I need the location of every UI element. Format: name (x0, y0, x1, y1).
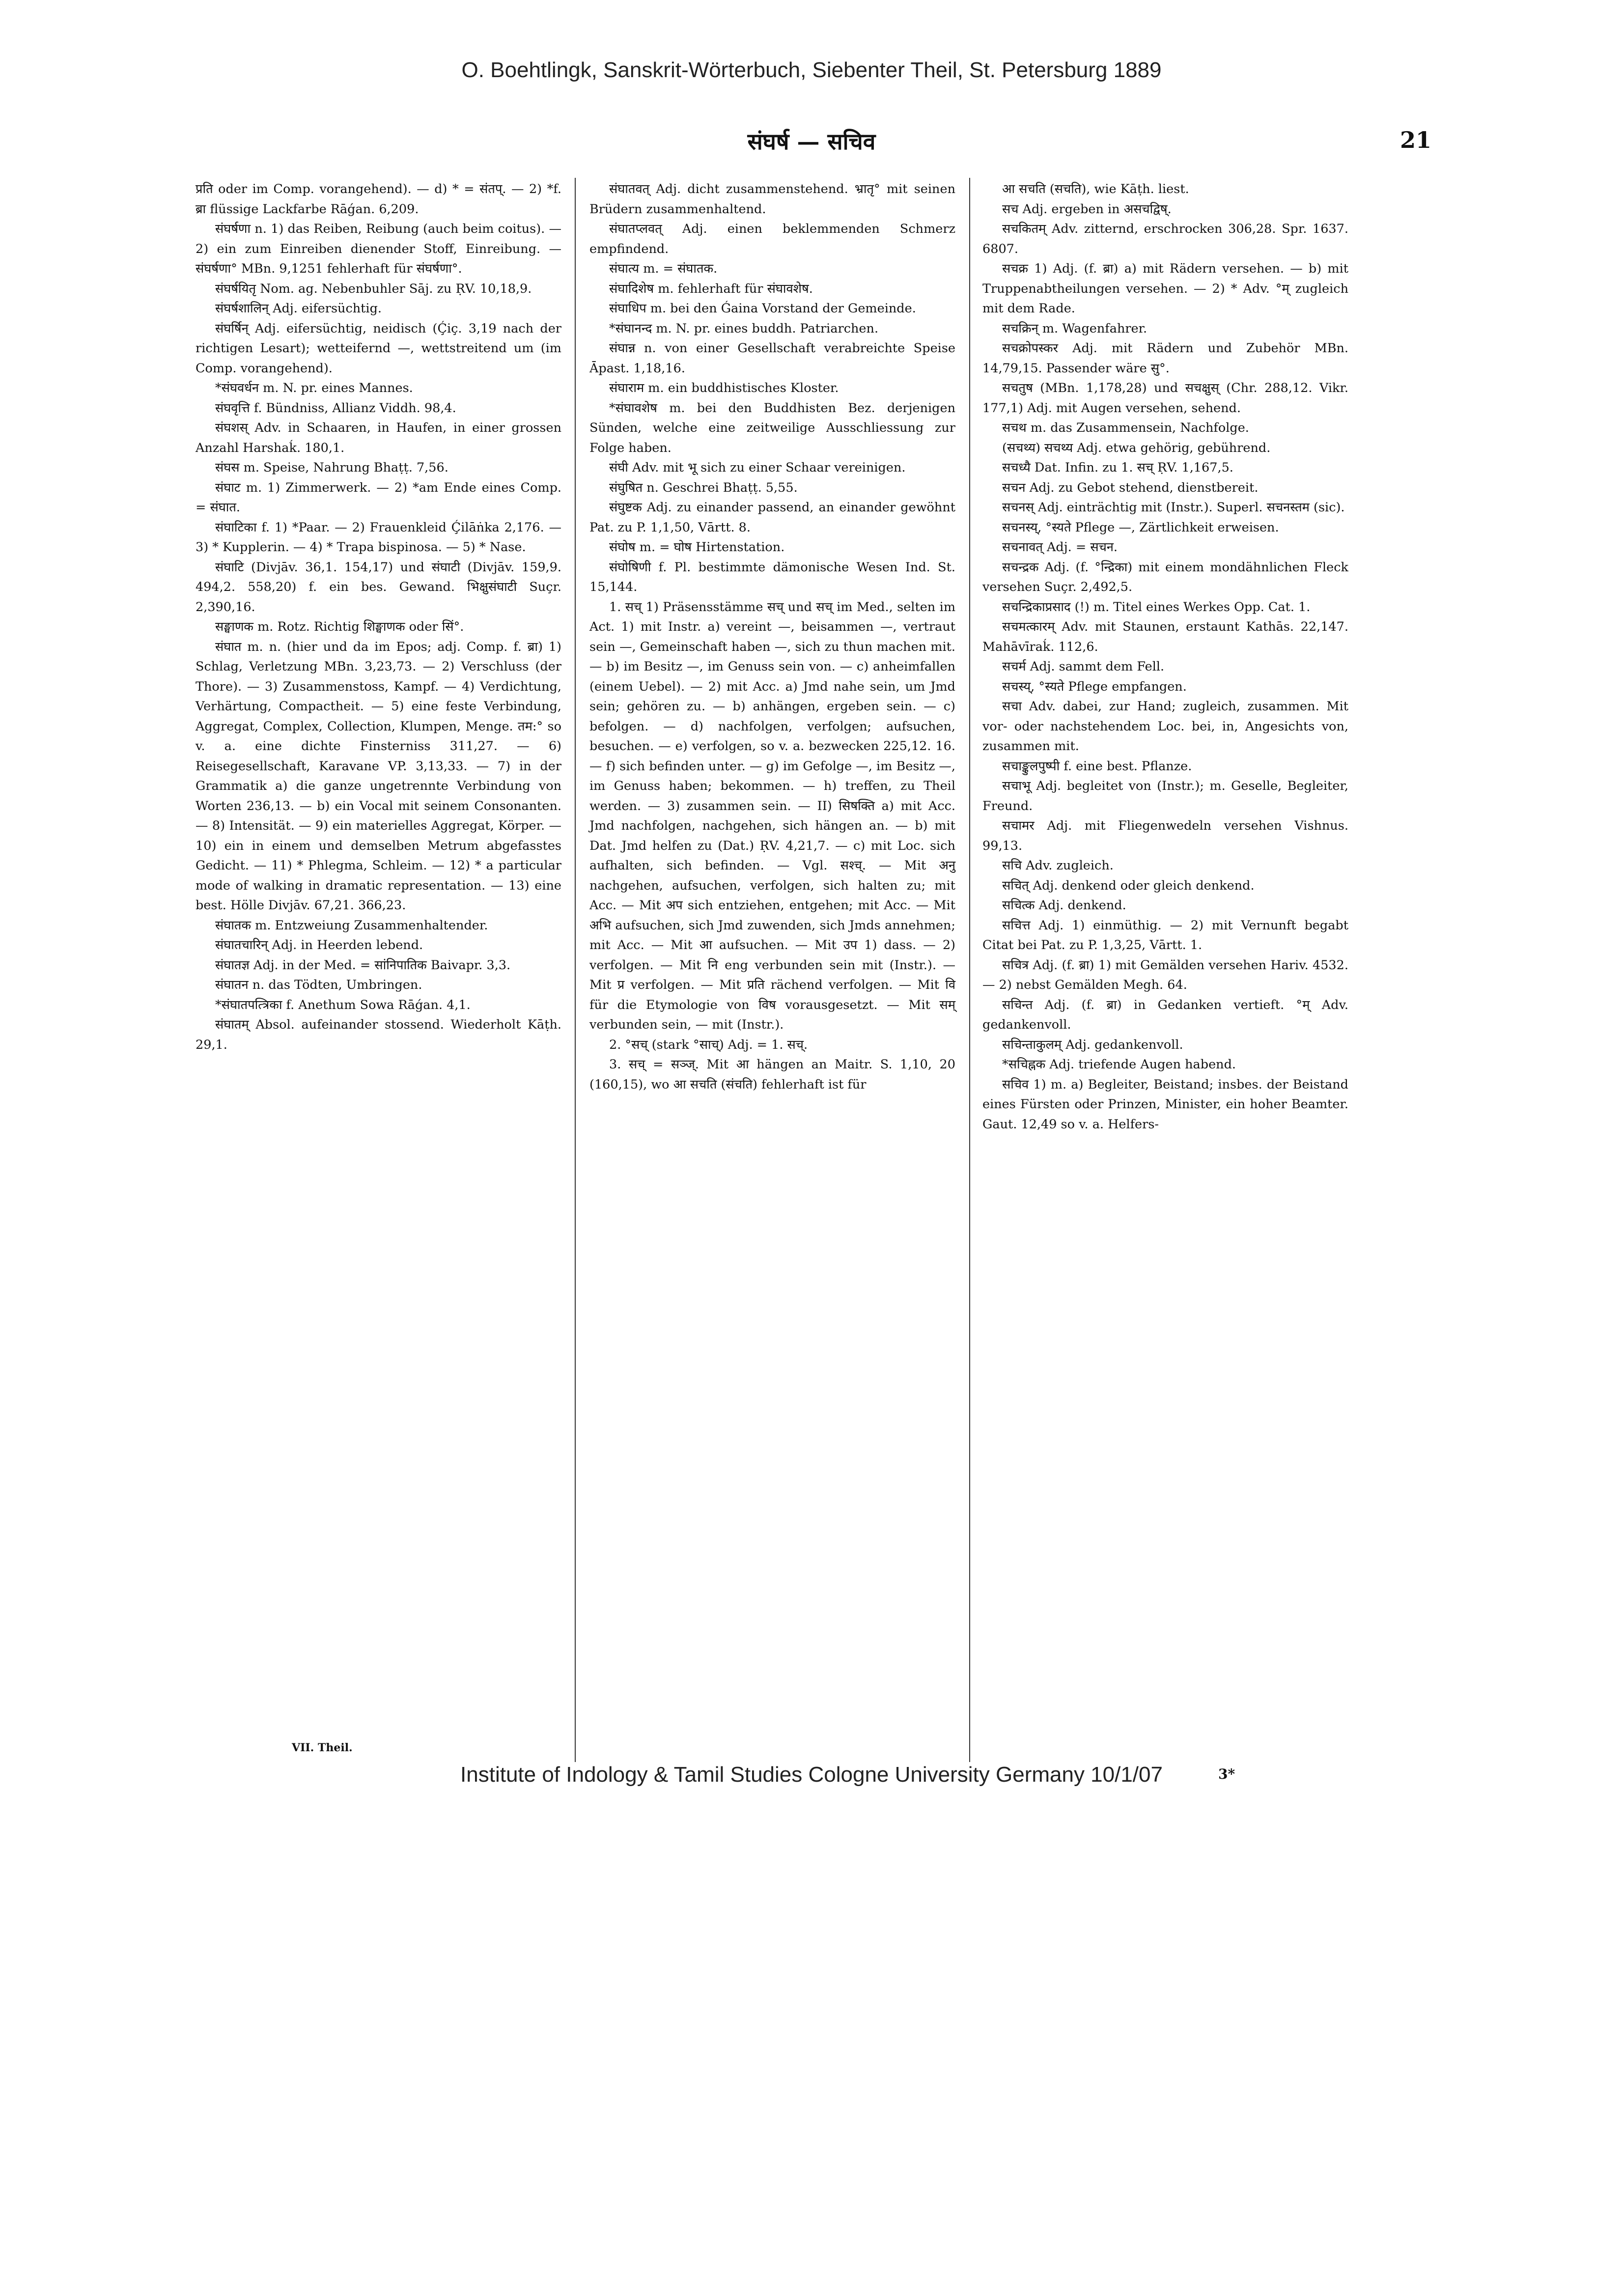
dictionary-entry: संघातम् Absol. aufeinander stossend. Wiederholt Kāṭh. 29,1. (196, 1017, 561, 1052)
dictionary-entry: सचध्यै Dat. Infin. zu 1. सच् ṚV. 1,167,5. (1002, 460, 1233, 475)
dictionary-entry: सचक्र 1) Adj. (f. ब्रा) a) mit Rädern versehen. — b) mit Truppenabtheilungen versehen. — 2) * Adv. °म् zugleich mit dem Rade. (982, 261, 1348, 316)
dictionary-column-3 (982, 179, 1348, 1134)
dictionary-entry: *संघातपत्त्रिका f. Anethum Sowa Rāǵan. 4,1. (215, 997, 471, 1012)
dictionary-entry: सचाभू Adj. begleitet von (Instr.); m. Geselle, Begleiter, Freund. (982, 779, 1348, 813)
dictionary-entry: सचित्र Adj. (f. ब्रा) 1) mit Gemälden versehen Hariv. 4532. — 2) nebst Gemälden Megh. 64. (982, 957, 1348, 992)
dictionary-entry: सचकितम् Adv. zitternd, erschrocken 306,28. Spr. 1637. 6807. (982, 222, 1348, 256)
dictionary-entry: संघी Adv. mit भू sich zu einer Schaar vereinigen. (609, 460, 906, 475)
dictionary-entry: सचा Adv. dabei, zur Hand; zugleich, zusammen. Mit vor- oder nachstehendem Loc. bei, in, Angesichts von, zusammen mit. (982, 699, 1348, 754)
dictionary-entry: संघातचारिन् Adj. in Heerden lebend. (215, 938, 423, 952)
dictionary-entry: संघुषित n. Geschrei Bhaṭṭ. 5,55. (609, 480, 798, 495)
dictionary-entry: संघवृत्ति f. Bündniss, Allianz Viddh. 98,4. (215, 400, 456, 416)
dictionary-entry: सचर्म Adj. sammt dem Fell. (1002, 659, 1165, 674)
dictionary-entry: संघोषिणी f. Pl. bestimmte dämonische Wesen Ind. St. 15,144. (589, 560, 955, 594)
dictionary-entry: संघान्न n. von einer Gesellschaft verabreichte Speise Āpast. 1,18,16. (589, 341, 955, 376)
dictionary-entry: सचन्द्रिकाप्रसाद (!) m. Titel eines Werkes Opp. Cat. 1. (1002, 599, 1311, 615)
page-header: O. Boehtlingk, Sanskrit-Wörterbuch, Siebenter Theil, St. Petersburg 1889 (461, 58, 1162, 82)
dictionary-entry: सचथ m. das Zusammensein, Nachfolge. (1002, 420, 1249, 435)
dictionary-entry: संघादिशेष m. fehlerhaft für संघावशेष. (609, 281, 813, 296)
dictionary-entry: (सचथ्य) सचथ्य Adj. etwa gehörig, gebührend. (1002, 440, 1271, 455)
page-title: संघर्ष — सचिव (747, 128, 876, 155)
dictionary-entry: सच Adj. ergeben in असचद्विष्. (1002, 201, 1172, 217)
dictionary-entry: सचनस् Adj. einträchtig mit (Instr.). Superl. सचनस्तम (sic). (1002, 500, 1345, 515)
dictionary-entry: सचामर Adj. mit Fliegenwedeln versehen Vishnus. 99,13. (982, 818, 1348, 853)
dictionary-entry: सचमत्कारम् Adv. mit Staunen, erstaunt Kathās. 22,147. Mahāvīraḱ. 112,6. (982, 619, 1348, 654)
dictionary-entry: सचि Adv. zugleich. (1002, 858, 1114, 873)
dictionary-entry: संघातज्ञ Adj. in der Med. = सांनिपातिक Baivapr. 3,3. (215, 957, 511, 973)
sheet-signature: VII. Theil. (292, 1741, 353, 1754)
dictionary-entry: सचक्रिन् m. Wagenfahrer. (1002, 321, 1147, 336)
dictionary-entry: संघोष m. = घोष Hirtenstation. (609, 540, 785, 555)
dictionary-entry: सचिव 1) m. a) Begleiter, Beistand; insbes. der Beistand eines Fürsten oder Prinzen, Minister, ein hoher Beamter. Gaut. 12,49 so v. a. Helfers- (982, 1077, 1348, 1132)
page-footer: Institute of Indology & Tamil Studies Cologne University Germany 10/1/07 (460, 1763, 1163, 1787)
dictionary-entry: सचिन्त Adj. (f. ब्रा) in Gedanken vertieft. °म् Adv. gedankenvoll. (982, 997, 1348, 1032)
dictionary-entry: संघस m. Speise, Nahrung Bhaṭṭ. 7,56. (215, 460, 448, 475)
dictionary-entry: संघाटिका f. 1) *Paar. — 2) Frauenkleid Ḉilāṅka 2,176. — 3) * Kupplerin. — 4) * Trapa bispinosa. — 5) * Nase. (196, 520, 561, 555)
dictionary-entry: सचन Adj. zu Gebot stehend, dienstbereit. (1002, 480, 1259, 495)
dictionary-entry: *सचिह्नक Adj. triefende Augen habend. (1002, 1057, 1236, 1072)
dictionary-entry: संघाधिप m. bei den Ǵaina Vorstand der Gemeinde. (609, 301, 916, 316)
dictionary-entry: आ सचति (सचति), wie Kāṭh. liest. (1002, 182, 1189, 196)
dictionary-entry: संघात m. n. (hier und da im Epos; adj. Comp. f. ब्रा) 1) Schlag, Verletzung MBn. 3,23,73. — 2) Verschluss (der Thore). — 3) Zusammenstoss, Kampf. — 4) Verdichtung, Verhärtung, Compactheit. — 5) eine feste Verbindung, Aggregat, Complex, Collection, Klumpen, Menge. तम:° so v. a. eine dichte Finsterniss 311,27. — 6) Reisegesellschaft, Karavane VP. 3,13,33. — 7) in der Grammatik a) die ganze ungetrennte Verbindung von Worten 236,13. — b) ein Vocal mit seinem Consonanten. — 8) Intensität. — 9) ein materielles Aggregat, Körper. — 10) ein in einem und demselben Metrum abgefasstes Gedicht. — 11) * Phlegma, Schleim. — 12) * a particular mode of walking in dramatic representation. — 13) eine best. Hölle Divjāv. 67,21. 366,23. (196, 639, 561, 913)
dictionary-entry: सचाङ्कुलपुष्पी f. eine best. Pflanze. (1002, 758, 1192, 774)
dictionary-entry: सचस्य्, °स्यते Pflege empfangen. (1002, 679, 1187, 694)
dictionary-entry: संघर्षशालिन् Adj. eifersüchtig. (215, 301, 382, 316)
column-divider (969, 178, 970, 1762)
dictionary-entry: संघाटि (Divjāv. 36,1. 154,17) und संघाटी (Divjāv. 159,9. 494,2. 558,20) f. ein bes. Gewand. भिक्षुसंघाटी Suçr. 2,390,16. (196, 560, 561, 615)
dictionary-entry: सचित् Adj. denkend oder gleich denkend. (1002, 878, 1255, 893)
dictionary-entry: *संघानन्द m. N. pr. eines buddh. Patriarchen. (609, 321, 879, 336)
dictionary-entry: *संघावशेष m. bei den Buddhisten Bez. derjenigen Sünden, welche eine zeitweilige Ausschliessung zur Folge haben. (589, 400, 955, 455)
dictionary-entry: 1. सच् 1) Präsensstämme सच् und सच् im Med., selten im Act. 1) mit Instr. a) vereint —, beisammen —, vertraut sein —, Gemeinschaft haben —, sich zu thun machen mit. — b) im Besitz —, im Genuss sein von. — c) anheimfallen (einem Uebel). — 2) mit Acc. a) Jmd nahe sein, um Jmd sein; gehören zu. — b) anhängen, ergeben sein. — c) befolgen. — d) nachfolgen, verfolgen; aufsuchen, besuchen. — e) verfolgen, so v. a. bezwecken 225,12. 16. — f) sich befinden unter. — g) im Gefolge —, im Besitz —, im Genuss haben; bekommen. — h) treffen, zu Theil werden. — 3) zusammen sein. — II) सिषक्ति a) mit Acc. Jmd nachfolgen, nachgehen, sich hängen an. — b) mit Dat. Jmd helfen zu (Dat.) ṚV. 4,21,7. — c) mit Loc. sich aufhalten, sich befinden. — Vgl. सश्च्. — Mit अनु nachgehen, aufsuchen, verfolgen, sich halten zu; mit Acc. — Mit अप sich entziehen, entgehen; mit Acc. — Mit अभि aufsuchen, sich Jmd zuwenden, sich Jmds annehmen; mit Acc. — Mit आ aufsuchen. — Mit उप 1) dass. — 2) verfolgen. — Mit नि eng verbunden sein mit (Instr.). — Mit प्र verfolgen. — Mit प्रति rächend verfolgen. — Mit वि für die Etymologie von विष vorausgesetzt. — Mit सम् verbunden sein, — mit (Instr.). (589, 599, 955, 1032)
dictionary-column-2 (589, 179, 955, 1094)
printer-signature: 3* (1218, 1766, 1235, 1782)
dictionary-entry: संघात्य m. = संघातक. (609, 261, 718, 276)
column-divider (575, 178, 576, 1762)
dictionary-entry: सङ्घाणक m. Rotz. Richtig शिङ्घाणक oder सिं°. (215, 619, 464, 634)
dictionary-entry: *संघवर्धन m. N. pr. eines Mannes. (215, 381, 413, 395)
dictionary-entry: 2. °सच् (stark °साच्) Adj. = 1. सच्. (609, 1037, 808, 1052)
dictionary-entry: सचित्क Adj. denkend. (1002, 898, 1126, 913)
dictionary-entry: सचक्रोपस्कर Adj. mit Rädern und Zubehör MBn. 14,79,15. Passender wäre सु°. (982, 341, 1348, 376)
dictionary-entry: सचिन्ताकुलम् Adj. gedankenvoll. (1002, 1037, 1183, 1052)
dictionary-entry: संघाराम m. ein buddhistisches Kloster. (609, 381, 839, 395)
dictionary-entry: संघातन n. das Tödten, Umbringen. (215, 978, 422, 992)
dictionary-entry: संघशस् Adv. in Schaaren, in Haufen, in einer grossen Anzahl Harshaḱ. 180,1. (196, 420, 561, 455)
dictionary-entry: संघर्षयितृ Nom. ag. Nebenbuhler Sāj. zu ṚV. 10,18,9. (215, 281, 532, 296)
dictionary-entry: संघातप्लवत् Adj. einen beklemmenden Schmerz empfindend. (589, 222, 955, 256)
dictionary-entry: सचन्द्रक Adj. (f. °न्द्रिका) mit einem mondähnlichen Fleck versehen Suçr. 2,492,5. (982, 560, 1348, 594)
dictionary-entry: 3. सच् = सञ्ज्. Mit आ hängen an Maitr. S. 1,10, 20 (160,15), wo आ सचति (संचति) fehlerhaft ist für (589, 1057, 955, 1092)
dictionary-entry: प्रति oder im Comp. vorangehend). — d) * = संतप्. — 2) *f. ब्रा flüssige Lackfarbe Rāǵan. 6,209. (196, 182, 561, 217)
dictionary-entry: सचतुष (MBn. 1,178,28) und सचक्षुस् (Chr. 288,12. Vikr. 177,1) Adj. mit Augen versehen, sehend. (982, 381, 1348, 416)
dictionary-entry: संघर्षिन् Adj. eifersüchtig, neidisch (Ḉiç. 3,19 nach der richtigen Lesart); wetteifernd —, wettstreitend um (im Comp. vorangehend). (196, 321, 561, 376)
dictionary-entry: संघुष्टक Adj. zu einander passend, an einander gewöhnt Pat. zu P. 1,1,50, Vārtt. 8. (589, 500, 955, 535)
dictionary-entry: सचनावत् Adj. = सचन. (1002, 540, 1118, 555)
dictionary-entry: सचनस्य्, °स्यते Pflege —, Zärtlichkeit erweisen. (1002, 520, 1279, 535)
dictionary-entry: संघातवत् Adj. dicht zusammenstehend. भ्रातृ° mit seinen Brüdern zusammenhaltend. (589, 182, 955, 217)
dictionary-column-1 (196, 179, 561, 1055)
dictionary-entry: संघाट m. 1) Zimmerwerk. — 2) *am Ende eines Comp. = संघात. (196, 480, 561, 515)
dictionary-entry: संघातक m. Entzweiung Zusammenhaltender. (215, 918, 488, 933)
page-number: 21 (1400, 127, 1432, 153)
dictionary-entry: सचित्त Adj. 1) einmüthig. — 2) mit Vernunft begabt Citat bei Pat. zu P. 1,3,25, Vārtt. 1. (982, 918, 1348, 952)
dictionary-entry: संघर्षणा n. 1) das Reiben, Reibung (auch beim coitus). — 2) ein zum Einreiben dienender Stoff, Einreibung. — संघर्षणा° MBn. 9,1251 fehlerhaft für संघर्षणा°. (196, 222, 561, 276)
